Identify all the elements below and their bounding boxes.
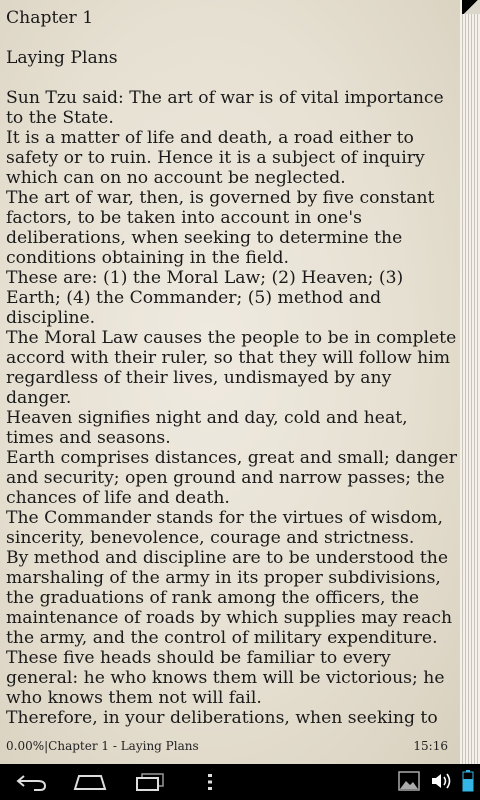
system-navigation-bar (0, 764, 480, 800)
battery-icon (462, 770, 474, 796)
paragraph: The Commander stands for the virtues of wisdom, sincerity, benevolence, courage and strictness. (6, 508, 443, 548)
menu-icon[interactable] (200, 770, 220, 794)
recent-apps-icon[interactable] (132, 770, 168, 794)
paragraph: By method and discipline are to be understood the marshaling of the army in its proper subdivisions, the graduations of rank among the officers, the maintenance of roads by which supplies may reach the army, and the control of military expenditure. (6, 548, 453, 648)
progress-text: 0.00%|Chapter 1 - Laying Plans (6, 739, 199, 753)
page-curl-corner[interactable] (462, 0, 480, 14)
volume-icon[interactable] (430, 771, 452, 795)
home-icon[interactable] (72, 770, 108, 794)
paragraph: The Moral Law causes the people to be in complete accord with their ruler, so that they will follow him regardless of their lives, undismayed by any danger. (6, 328, 457, 408)
reader-footer (6, 739, 448, 753)
paragraph: The art of war, then, is governed by five constant factors, to be taken into account in one's deliberations, when seeking to determine the conditions obtaining in the field. (6, 188, 435, 268)
paragraph: It is a matter of life and death, a road either to safety or to ruin. Hence it is a subject of inquiry which can on no account be neglected. (6, 128, 425, 188)
paragraph: Therefore, in your deliberations, when seeking to (6, 708, 438, 728)
paragraph: Sun Tzu said: The art of war is of vital importance to the State. (6, 88, 444, 128)
clock: 15:16 (413, 739, 448, 753)
paragraph: These are: (1) the Moral Law; (2) Heaven; (3) Earth; (4) the Commander; (5) method and discipline. (6, 268, 404, 328)
page-stack-edge (460, 0, 480, 764)
paragraph: Heaven signifies night and day, cold and heat, times and seasons. (6, 408, 408, 448)
paragraph: Earth comprises distances, great and small; danger and security; open ground and narrow passes; the chances of life and death. (6, 448, 457, 508)
section-heading: Laying Plans (6, 48, 118, 68)
status-icons (398, 770, 474, 796)
page-content (6, 8, 458, 728)
paragraph: These five heads should be familiar to every general: he who knows them will be victorious; he who knows them not will fail. (6, 648, 445, 708)
back-icon[interactable] (14, 770, 50, 794)
gallery-icon[interactable] (398, 771, 420, 795)
chapter-heading: Chapter 1 (6, 8, 94, 28)
